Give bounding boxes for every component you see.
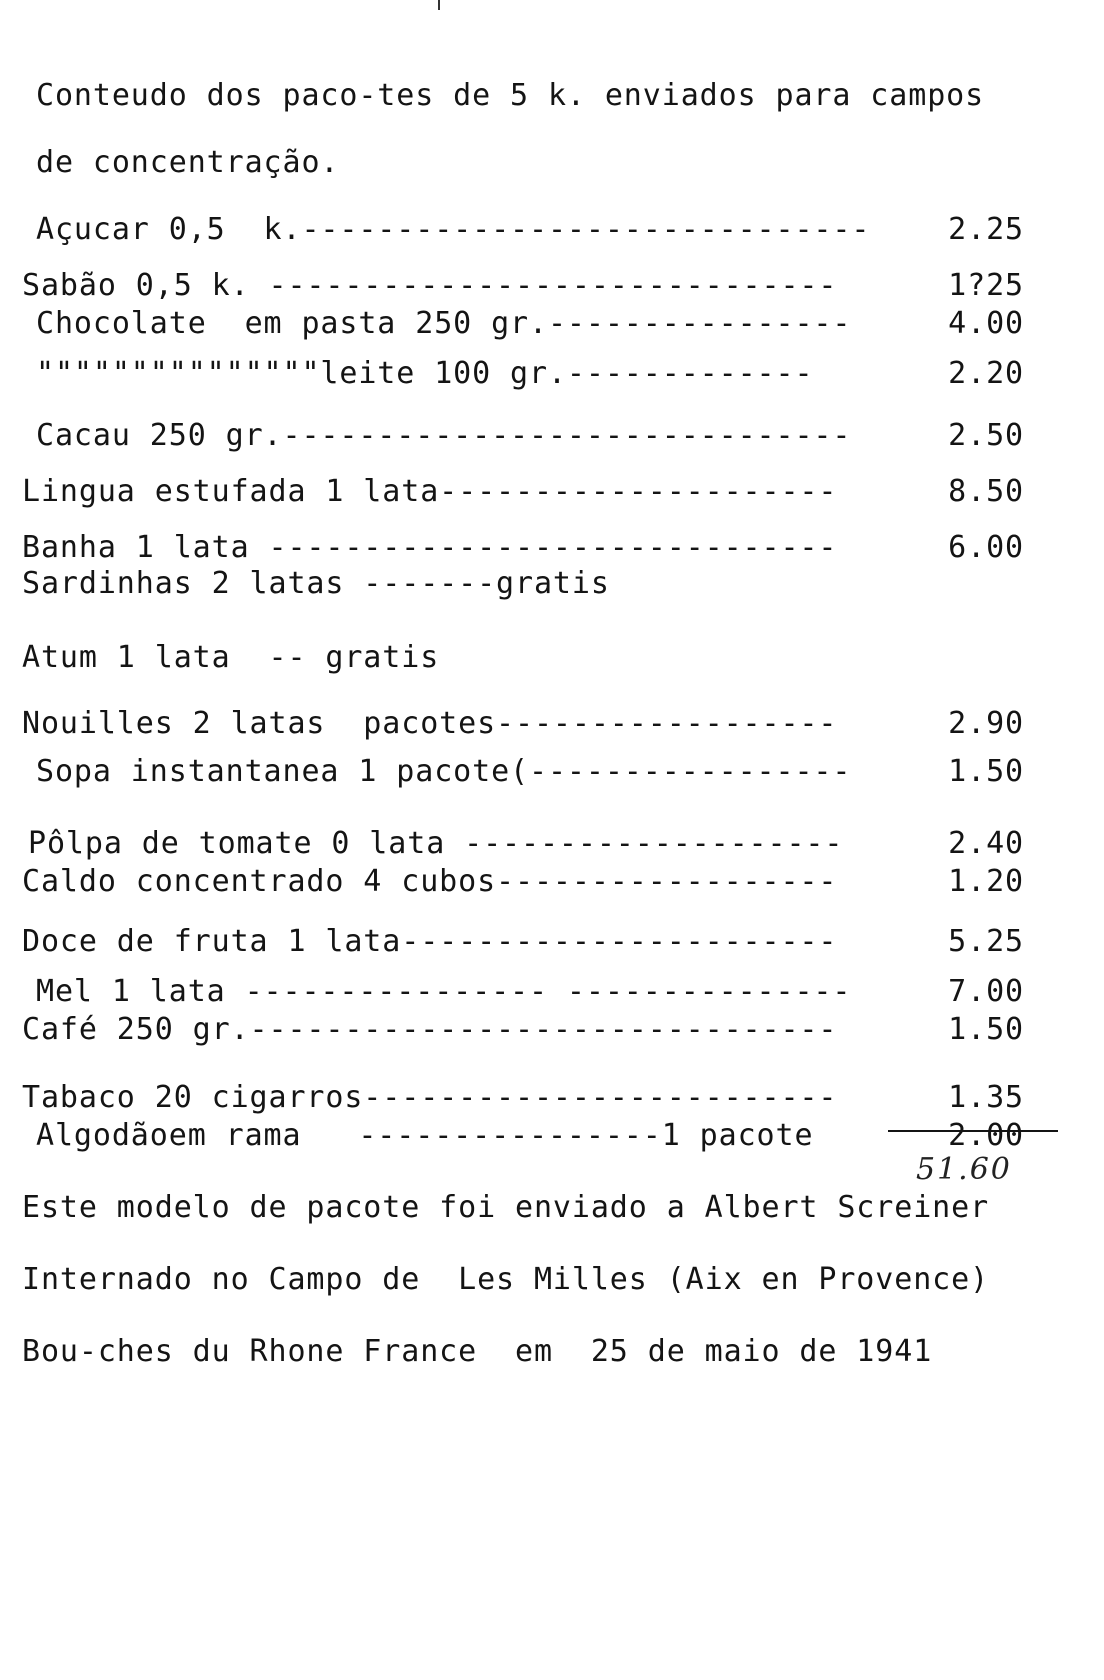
item-label: Atum 1 lata -- gratis — [22, 640, 440, 675]
item-label: Cacau 250 gr.------------------------------ — [36, 418, 852, 453]
item-value: 2.90 — [948, 706, 1024, 741]
footer-line-1: Este modelo de pacote foi enviado a Albert Screiner — [22, 1190, 990, 1225]
item-label: Algodãoem rama ----------------1 pacote — [36, 1118, 814, 1153]
item-label: Nouilles 2 latas pacotes------------------ — [22, 706, 838, 741]
item-label: Pôlpa de tomate 0 lata -------------------- — [28, 826, 844, 861]
item-label: Lingua estufada 1 lata--------------------- — [22, 474, 838, 509]
item-value: 8.50 — [948, 474, 1024, 509]
item-value: 1.50 — [948, 754, 1024, 789]
item-label: Sopa instantanea 1 pacote(----------------- — [36, 754, 852, 789]
item-label: Chocolate em pasta 250 gr.---------------- — [36, 306, 852, 341]
total-underline — [888, 1130, 1058, 1132]
item-value: 7.00 — [948, 974, 1024, 1009]
item-value: 6.00 — [948, 530, 1024, 565]
item-label: Doce de fruta 1 lata----------------------- — [22, 924, 838, 959]
item-label: Caldo concentrado 4 cubos------------------ — [22, 864, 838, 899]
item-label: Tabaco 20 cigarros------------------------- — [22, 1080, 838, 1115]
margin-tick-mark — [438, 0, 440, 10]
item-label: Banha 1 lata ------------------------------ — [22, 530, 838, 565]
item-label: Sardinhas 2 latas -------gratis — [22, 566, 610, 601]
item-value: 1.50 — [948, 1012, 1024, 1047]
heading-line-2: de concentração. — [36, 145, 340, 180]
item-value: 2.50 — [948, 418, 1024, 453]
item-value: 1.35 — [948, 1080, 1024, 1115]
item-value: 4.00 — [948, 306, 1024, 341]
item-value: 2.25 — [948, 212, 1024, 247]
footer-line-3: Bou-ches du Rhone France em 25 de maio de 1941 — [22, 1334, 933, 1369]
item-value: 2.00 — [948, 1118, 1024, 1153]
item-label: """""""""""""""leite 100 gr.------------- — [36, 356, 814, 391]
item-value: 5.25 — [948, 924, 1024, 959]
heading-line-1: Conteudo dos paco-tes de 5 k. enviados para campos — [36, 78, 985, 113]
item-value: 2.40 — [948, 826, 1024, 861]
item-label: Café 250 gr.------------------------------- — [22, 1012, 838, 1047]
item-value: 1?25 — [948, 268, 1024, 303]
item-value: 2.20 — [948, 356, 1024, 391]
item-value: 1.20 — [948, 864, 1024, 899]
handwritten-total: 51.60 — [916, 1152, 1012, 1187]
item-label: Mel 1 lata ---------------- --------------- — [36, 974, 852, 1009]
item-label: Açucar 0,5 k.------------------------------ — [36, 212, 871, 247]
footer-line-2: Internado no Campo de Les Milles (Aix en Provence) — [22, 1262, 990, 1297]
item-label: Sabão 0,5 k. ------------------------------ — [22, 268, 838, 303]
